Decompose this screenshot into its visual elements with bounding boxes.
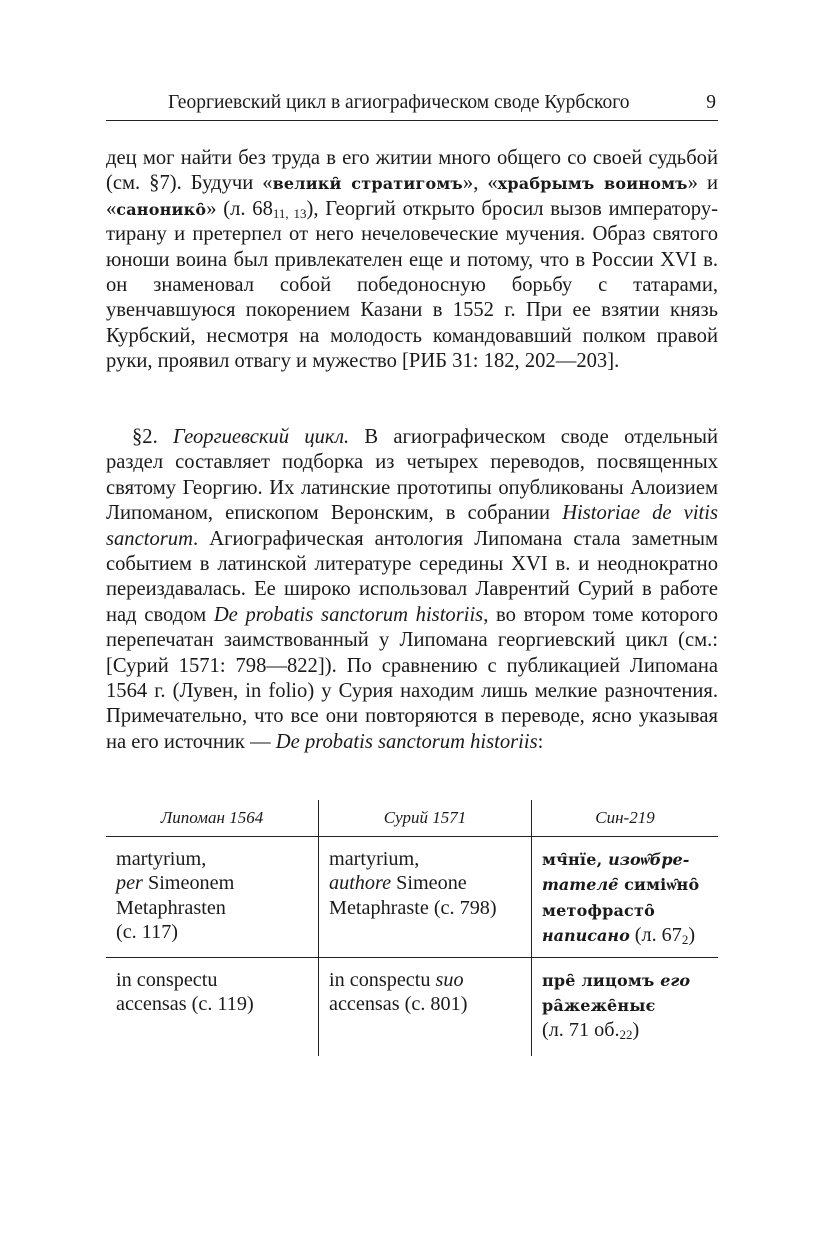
p1-church-slavonic-2: храбрымъ воиномъ	[497, 174, 688, 194]
cell-church-slavonic-italic: изоѡ̑бре-	[608, 850, 690, 869]
cell-line	[116, 871, 310, 895]
table-row	[106, 957, 718, 1056]
cell-line	[542, 847, 710, 872]
table-cell	[319, 837, 532, 958]
cell-line: in conspectu	[116, 968, 218, 991]
table-cell	[319, 957, 532, 1056]
cell-church-slavonic-italic: написано	[542, 926, 630, 946]
cell-line: (c. 117)	[116, 921, 179, 944]
cell-line: accensas (c. 801)	[329, 993, 468, 1016]
p1-text-2: », «	[462, 172, 498, 195]
paragraph-1	[106, 146, 718, 375]
cell-church-slavonic: ра̑жеже̑ныє	[542, 996, 656, 1016]
p2-text-4: , во втором томе которого перепечатан заимствованный у Липомана георгиевский цикл (см.: [Сурий 1571: 798—822]). По сравнению с публикацией Липомана 1564 г. (Лувен, in folio) у Сурия находим лишь мелкие разночтения. Примечательно, что все они повторяются в переводе, ясно указывая на его источник —	[106, 603, 719, 753]
comparison-table	[106, 800, 718, 1056]
cell-line	[329, 968, 523, 992]
p2-italic-3: De probatis sanctorum historiis	[213, 603, 484, 626]
running-title: Георгиевский цикл в агиографическом своде Курбского	[168, 92, 630, 113]
cell-line: accensas (c. 119)	[116, 993, 254, 1016]
p2-italic-4: De probatis sanctorum historiis	[275, 730, 538, 753]
column-header-lipoman: Липоман 1564	[106, 800, 319, 837]
p2-text-1: §2.	[132, 426, 173, 448]
table-header-row	[106, 800, 718, 837]
cell-church-slavonic: симіѡ̑но̑	[618, 875, 700, 895]
cell-line	[542, 968, 710, 993]
table-row	[106, 837, 718, 958]
p2-text-3: . Агиографическая антология Липомана стала заметным событием в латинской литературе середины XVI в. и неоднократно переиздавалась. Ее широко использовал Лаврентий Сурий в работе над сводом	[106, 527, 718, 626]
cell-line	[542, 1018, 710, 1042]
cell-church-slavonic: мч̑нїе,	[542, 850, 609, 869]
p1-text-3: » и «	[106, 172, 718, 220]
cell-church-slavonic: метофрасто̑	[542, 900, 655, 920]
column-header-sin219: Син-219	[532, 800, 719, 837]
cell-line: Metaphrasten	[116, 896, 226, 919]
table-cell	[106, 957, 319, 1056]
table-cell	[532, 957, 719, 1056]
running-header	[106, 90, 718, 121]
p1-text-4: » (л. 68	[206, 197, 273, 220]
cell-line	[542, 923, 710, 948]
cell-line: martyrium,	[116, 848, 207, 870]
cell-line: martyrium,	[329, 848, 420, 870]
page-number: 9	[706, 92, 716, 113]
paragraph-2	[106, 425, 718, 755]
p1-church-slavonic-3: санонико̑	[116, 199, 207, 219]
cell-text: )	[632, 1019, 640, 1042]
column-header-surius: Сурий 1571	[319, 800, 532, 837]
cell-text: (л. 71 об.	[542, 1019, 620, 1042]
table-cell	[106, 837, 319, 958]
p2-text-2: В агиографическом своде отдельный раздел составляет подборка из четырех переводов, посвященных святому Георгию. Их латинские прототипы опубликованы Алоизием Липоманом, епископом Веронским, в собрании	[106, 426, 718, 525]
cell-subscript: 2	[681, 932, 689, 948]
p1-text-5: ), Георгий открыто бросил вызов императору-тирану и претерпел от него нечеловеческие мучения. Образ святого юноши воина был привлекателен еще и потому, что в России XVI в. он знаменовал собой победоносную борьбу с татарами, увенчавшуюся покорением Казани в 1552 г. При ее взятии князь Курбский, несмотря на молодость командовавший полком правой руки, проявил отвагу и мужество [РИБ 31: 182, 202—203].	[106, 197, 718, 373]
cell-text: Simeonem	[142, 872, 235, 895]
cell-line	[329, 871, 523, 895]
cell-italic: suo	[435, 968, 464, 991]
cell-line: Metaphraste (c. 798)	[329, 896, 497, 919]
cell-line	[542, 872, 710, 897]
p1-text-1: дец мог найти без труда в его житии много общего со своей судьбой (см. §7). Будучи «	[106, 147, 718, 195]
p1-subscript: 11, 13	[272, 205, 307, 221]
cell-line	[542, 898, 710, 923]
cell-text: Simeone	[391, 872, 467, 895]
table-cell	[532, 837, 719, 958]
cell-italic: authore	[329, 872, 392, 895]
p2-italic-1: Георгиевский цикл.	[173, 426, 350, 448]
cell-subscript: 22	[619, 1027, 633, 1043]
cell-church-slavonic: пре̑ лицомъ	[542, 970, 661, 990]
cell-text: )	[688, 924, 696, 947]
cell-text: in conspectu	[329, 968, 436, 991]
p2-italic-2: Historiae de vitis sanctorum	[106, 502, 718, 550]
cell-text: (л. 67	[629, 924, 682, 947]
cell-church-slavonic-italic: его	[660, 970, 691, 990]
p2-text-5: :	[537, 730, 544, 753]
p1-church-slavonic-1: велики̑ стратигомъ	[272, 174, 463, 194]
cell-line	[542, 993, 710, 1018]
cell-italic: per	[116, 872, 143, 895]
cell-church-slavonic-italic: тателе̑	[542, 875, 619, 895]
